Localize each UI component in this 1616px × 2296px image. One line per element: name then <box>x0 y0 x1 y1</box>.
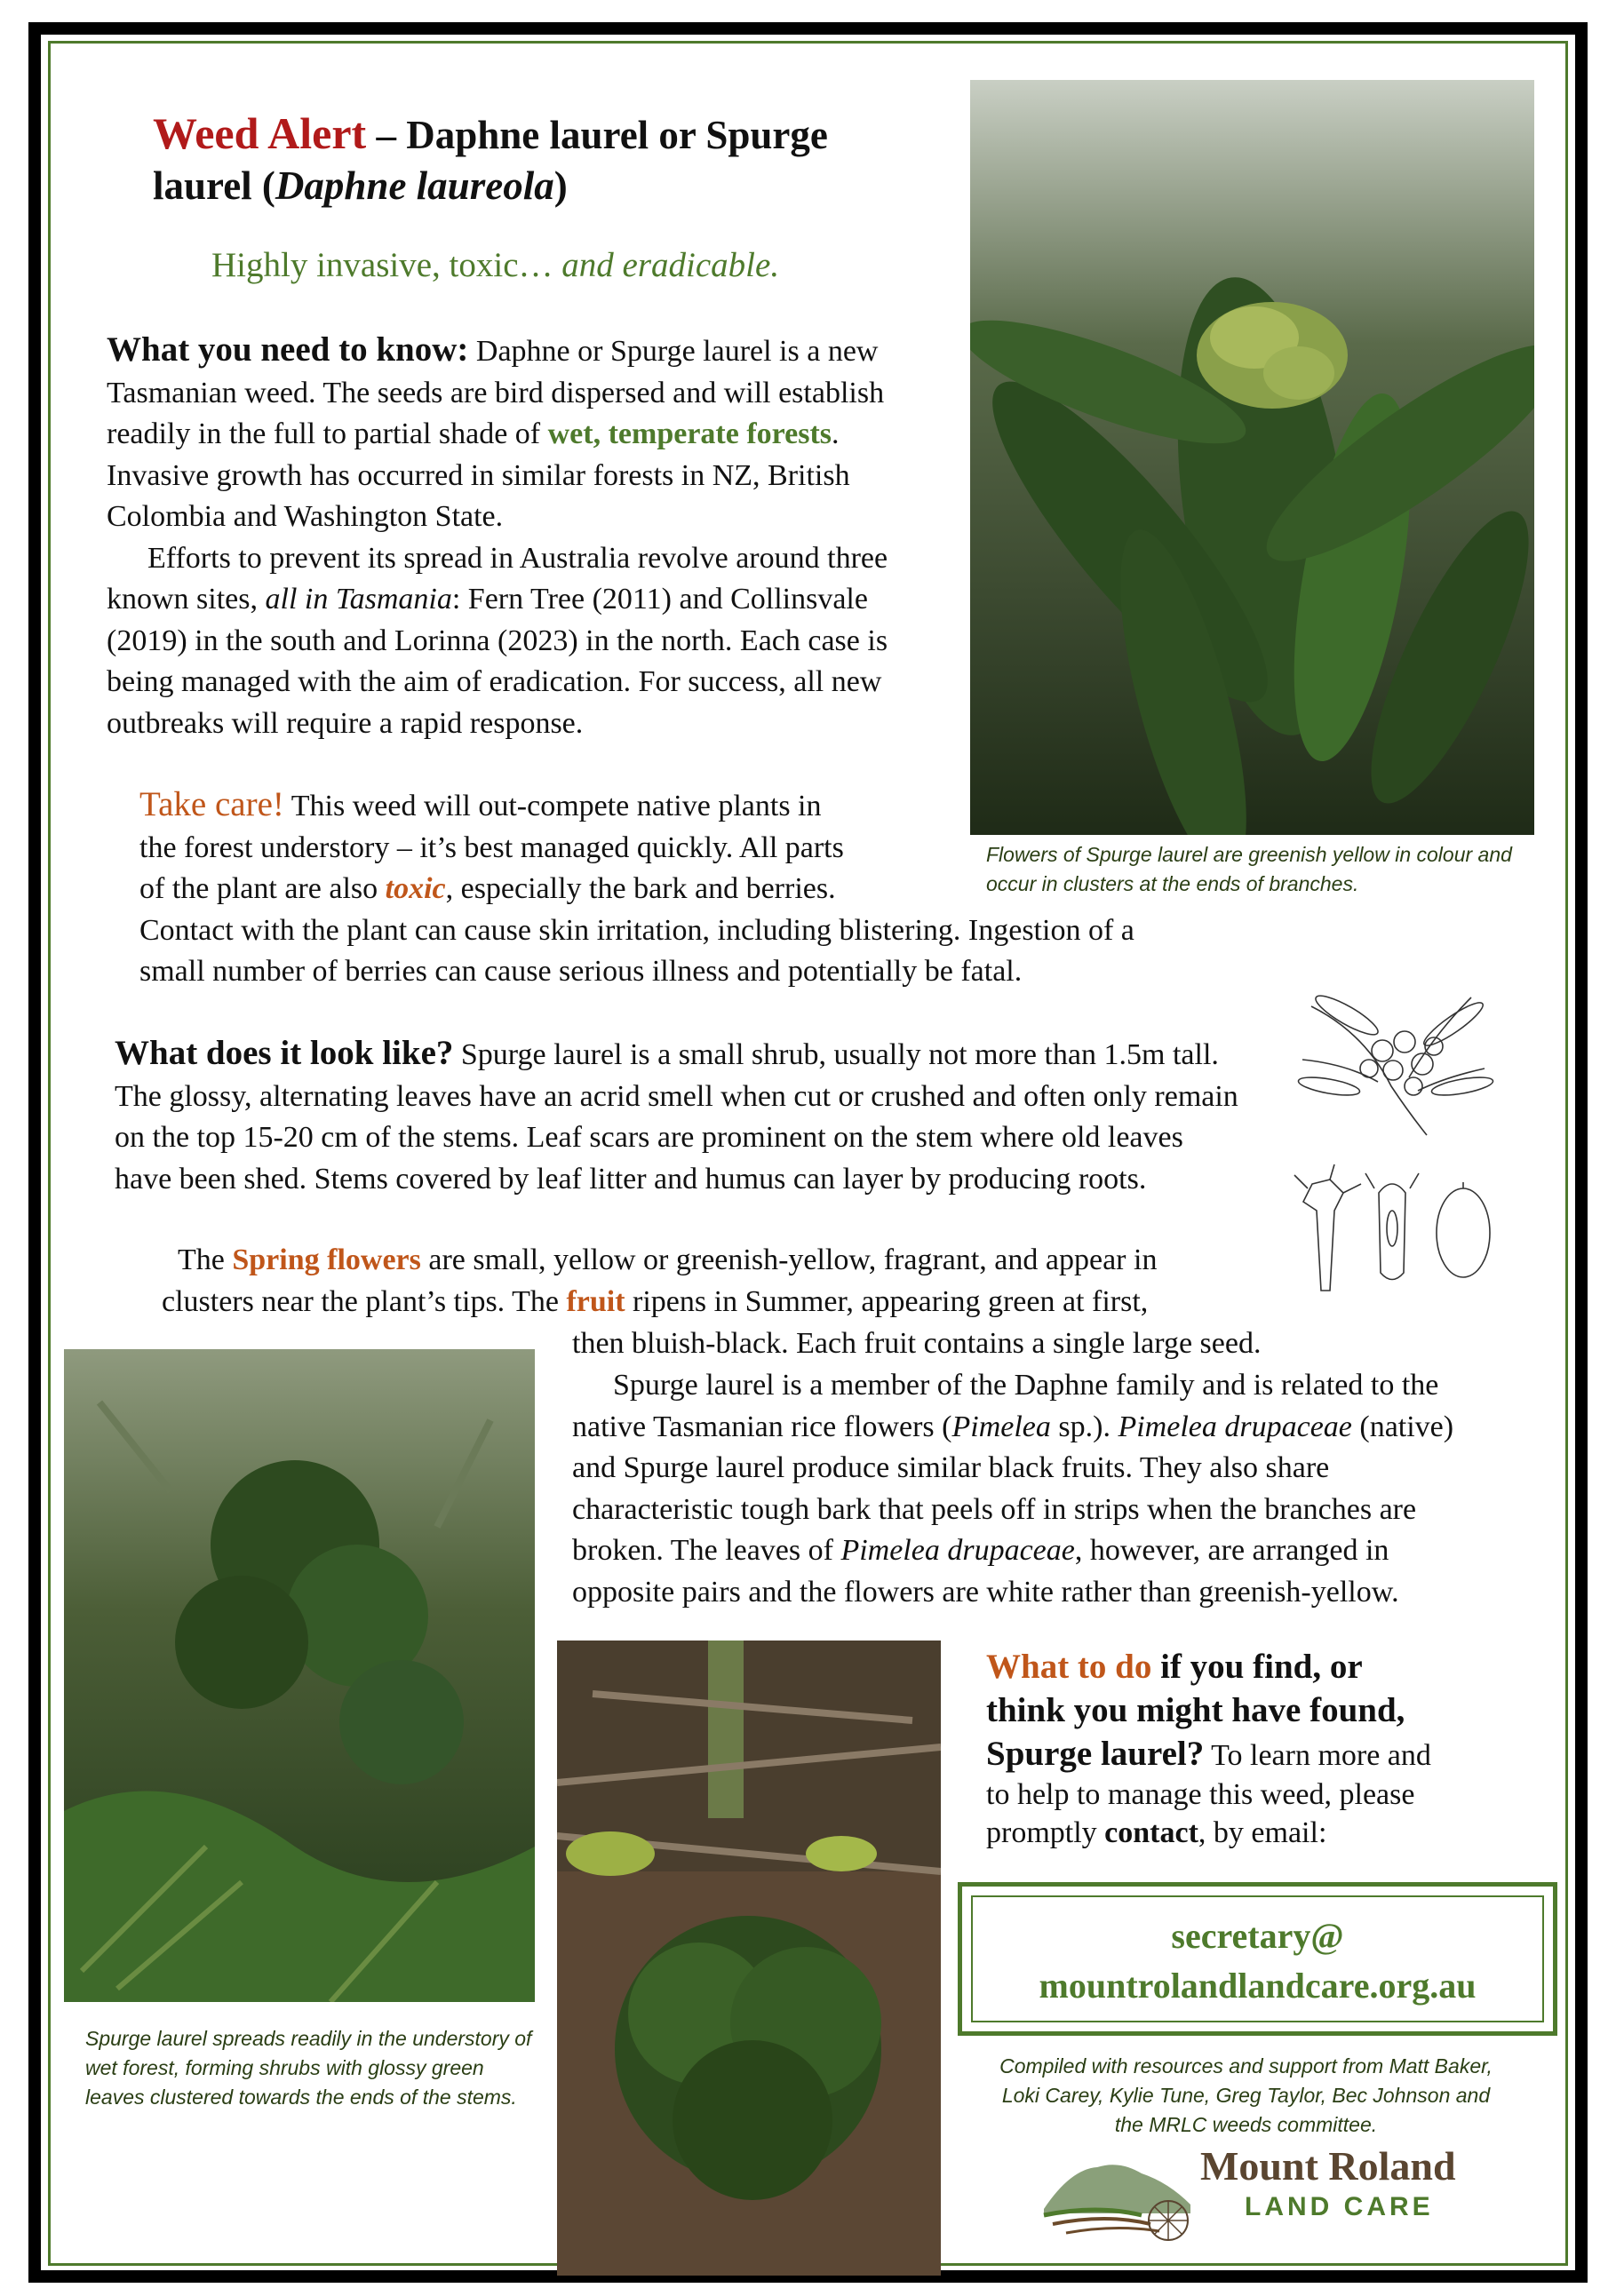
title-line2-b: ) <box>553 163 568 208</box>
logo-name: Mount Roland <box>1200 2143 1456 2189</box>
sites-paragraph <box>107 538 942 745</box>
email-link[interactable] <box>971 1895 1544 2022</box>
care-line1 <box>139 784 1161 828</box>
contact-word: contact <box>1104 1816 1198 1849</box>
know-paragraph <box>107 330 942 538</box>
todo-line3: Spurge laurel? <box>986 1735 1205 1773</box>
flowers-caption: Flowers of Spurge laurel are greenish yellow in colour and occur in clusters at the ends of branches. <box>986 843 1512 895</box>
credits: Compiled with resources and support from Matt Baker, Loki Carey, Kylie Tune, Greg Taylor, Bec Johnson and the MRLC weeds committee. <box>999 2054 1493 2136</box>
fruit-highlight: fruit <box>566 1285 625 1318</box>
care-text-1: This weed will out-compete native plants in <box>283 790 822 822</box>
sites-text-b: : Fern Tree (2011) and Collinsvale (2019) in the south and Lorinna (2023) in the north. Each case is being managed with the aim of eradication. For success, all new outbreaks will require a rapid response. <box>107 583 888 740</box>
flowers-photo <box>970 80 1534 835</box>
fruit-post: ripens in Summer, appearing green at first, <box>625 1285 1149 1318</box>
care-text-3b: , especially the bark and berries. <box>445 872 836 905</box>
know-heading: What you need to know: <box>107 330 469 369</box>
todo-line2: think you might have found, <box>986 1691 1405 1729</box>
mount-roland-logo <box>1035 2142 1470 2249</box>
care-line2: the forest understory – it’s best managed quickly. All parts <box>139 830 844 864</box>
know-text-b: . Invasive growth has occurred in similar forests in NZ, British Colombia and Washington State. <box>107 417 850 533</box>
look-paragraph <box>115 1033 1243 1200</box>
mountain-icon <box>1035 2142 1204 2249</box>
spreads-caption: Spurge laurel spreads readily in the understory of wet forest, forming shrubs with glossy green leaves clustered towards the ends of the stems. <box>85 2027 532 2109</box>
spring-line3: then bluish-black. Each fruit contains a single large seed. <box>572 1327 1262 1360</box>
look-section <box>115 1033 1270 1200</box>
family-i2: Pimelea drupaceae <box>1118 1410 1352 1443</box>
take-care-heading: Take care! <box>139 785 284 823</box>
fruit-pre: clusters near the plant’s tips. The <box>162 1285 567 1318</box>
logo-sub: LAND CARE <box>1245 2192 1434 2221</box>
flower-cluster-drawing <box>1294 980 1496 1137</box>
care-rest: Contact with the plant can cause skin irritation, including blistering. Ingestion of a small number of berries can cause serious illness and potentially be fatal. <box>139 913 1134 988</box>
look-heading: What does it look like? <box>115 1034 454 1072</box>
know-section <box>107 330 942 744</box>
page-title <box>153 108 952 211</box>
subtitle-a: Highly invasive, toxic… <box>211 246 562 284</box>
family-d: , however, are arranged in opposite pairs and the flowers are white rather than greenish-yellow. <box>572 1534 1399 1609</box>
todo-small3b: , by email: <box>1198 1816 1327 1849</box>
spring-pre: The <box>178 1243 233 1276</box>
care-section <box>139 784 1161 993</box>
todo-small2: to help to manage this weed, please <box>986 1778 1415 1811</box>
email-box[interactable] <box>958 1882 1557 2036</box>
shrub-photo <box>557 1641 941 2276</box>
care-text-3a: of the plant are also <box>139 872 386 905</box>
email-line1: secretary@ <box>1171 1916 1344 1956</box>
care-line3 <box>139 869 1161 910</box>
todo-rest1: if you find, or <box>1151 1648 1363 1686</box>
todo-small3 <box>986 1814 1484 1852</box>
title-line2-a: laurel ( <box>153 163 275 208</box>
family-b: sp.). <box>1050 1410 1118 1443</box>
spring-line2 <box>162 1282 1317 1323</box>
spring-post: are small, yellow or greenish-yellow, fragrant, and appear in <box>420 1243 1158 1276</box>
sites-italic: all in Tasmania <box>265 583 452 616</box>
spring-line1 <box>178 1240 1333 1282</box>
wet-forests-highlight: wet, temperate forests <box>547 417 832 450</box>
subtitle <box>211 245 779 285</box>
scientific-name: Daphne laureola <box>275 163 554 208</box>
understory-photo <box>64 1349 535 2002</box>
sites-text-a: Efforts to prevent its spread in Australia revolve around three known sites, <box>107 541 888 616</box>
spring-flowers-highlight: Spring flowers <box>232 1243 421 1276</box>
todo-line1 <box>986 1645 1484 1688</box>
subtitle-italic: and eradicable. <box>561 246 780 284</box>
daphne-family-paragraph <box>572 1365 1487 1613</box>
weed-alert-label: Weed Alert <box>153 108 367 158</box>
family-c: (native) and Spurge laurel produce similar black fruits. They also share characteristic tough bark that peels off in strips when the branches are broken. The leaves of <box>572 1410 1454 1567</box>
title-rest: – Daphne laurel or Spurge <box>366 113 828 157</box>
what-to-do-section <box>986 1645 1484 1852</box>
know-text-a: Daphne or Spurge laurel is a new Tasmanian weed. The seeds are bird dispersed and will establish readily in the full to partial shade of <box>107 335 885 450</box>
email-line2: mountrolandlandcare.org.au <box>1039 1966 1477 2006</box>
family-i3: Pimelea drupaceae <box>840 1534 1075 1567</box>
family-a: Spurge laurel is a member of the Daphne family and is related to the native Tasmanian rice flowers ( <box>572 1369 1439 1443</box>
todo-small3a: promptly <box>986 1816 1105 1849</box>
family-i1: Pimelea <box>951 1410 1051 1443</box>
toxic-word: toxic <box>385 872 446 905</box>
todo-small1: To learn more and <box>1204 1739 1431 1772</box>
what-to-do-heading: What to do <box>986 1648 1152 1686</box>
look-text: Spurge laurel is a small shrub, usually not more than 1.5m tall. The glossy, alternating leaves have an acrid smell when cut or crushed and often only remain on the top 15-20 cm of the stems. Leaf scars are prominent on the stem where old leaves have been shed. Stems covered by leaf litter and humus can layer by producing roots. <box>115 1038 1238 1196</box>
